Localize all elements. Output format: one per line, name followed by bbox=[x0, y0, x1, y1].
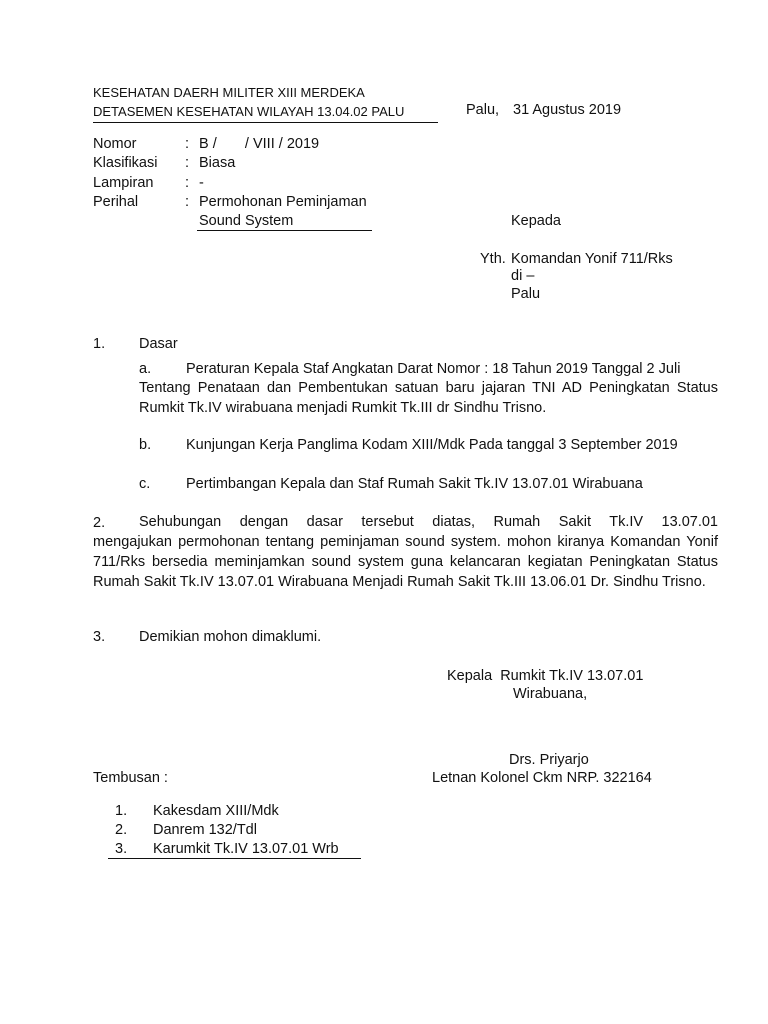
point-1-number: 1. bbox=[93, 336, 106, 352]
point-3-number: 3. bbox=[93, 629, 106, 645]
signature-rank: Letnan Kolonel Ckm NRP. 322164 bbox=[432, 770, 652, 786]
field-label: Lampiran bbox=[93, 175, 154, 191]
point-3-text: Demikian mohon dimaklumi. bbox=[139, 629, 322, 645]
sub-a-first-line: Peraturan Kepala Staf Angkatan Darat Nomor : 18 Tahun 2019 Tanggal 2 Juli bbox=[186, 361, 681, 377]
tembusan-text: Kakesdam XIII/Mdk bbox=[153, 803, 279, 819]
point-2-first-line: Sehubungan dengan dasar tersebut diatas, Rumah Sakit Tk.IV 13.07.01 bbox=[139, 514, 718, 530]
tembusan-number: 2. bbox=[115, 822, 128, 838]
signature-title-2: Wirabuana, bbox=[513, 686, 588, 702]
sub-a-text: Tentang Penataan dan Pembentukan satuan baru jajaran TNI AD Peningkatan Status Rumkit Tk.IV wirabuana menjadi Rumkit Tk.III dr Sindhu Trisno. bbox=[139, 380, 718, 416]
perihal-underline bbox=[197, 230, 372, 231]
org-line-2: DETASEMEN KESEHATAN WILAYAH 13.04.02 PALU bbox=[93, 104, 405, 119]
tembusan-text: Karumkit Tk.IV 13.07.01 Wrb bbox=[153, 841, 339, 857]
field-colon: : bbox=[185, 155, 190, 171]
tembusan-number: 3. bbox=[115, 841, 128, 857]
sub-b-text: Kunjungan Kerja Panglima Kodam XIII/Mdk Pada tanggal 3 September 2019 bbox=[186, 437, 678, 453]
field-label: Klasifikasi bbox=[93, 155, 158, 171]
recipient-city: Palu bbox=[511, 286, 541, 302]
field-value: Permohonan Peminjaman bbox=[199, 194, 367, 210]
tembusan-text: Danrem 132/Tdl bbox=[153, 822, 257, 838]
field-label: Nomor bbox=[93, 136, 137, 152]
signature-title-1: Kepala Rumkit Tk.IV 13.07.01 bbox=[447, 668, 644, 684]
sub-b-label: b. bbox=[139, 437, 152, 453]
header-underline bbox=[93, 122, 438, 123]
tembusan-number: 1. bbox=[115, 803, 128, 819]
field-colon: : bbox=[185, 175, 190, 191]
field-value-line-2: Sound System bbox=[199, 213, 294, 229]
point-1-title: Dasar bbox=[139, 336, 178, 352]
field-value: - bbox=[199, 175, 204, 191]
signature-name: Drs. Priyarjo bbox=[509, 752, 589, 768]
recipient-name: Komandan Yonif 711/Rks bbox=[511, 251, 673, 267]
sub-c-text: Pertimbangan Kepala dan Staf Rumah Sakit Tk.IV 13.07.01 Wirabuana bbox=[186, 476, 643, 492]
letter-date: 31 Agustus 2019 bbox=[513, 102, 622, 118]
tembusan-underline bbox=[108, 858, 361, 859]
field-colon: : bbox=[185, 136, 190, 152]
kepada-label: Kepada bbox=[511, 213, 561, 229]
yth-label: Yth. bbox=[480, 251, 506, 267]
field-value: B / / VIII / 2019 bbox=[199, 136, 320, 152]
letter-place: Palu, bbox=[466, 102, 500, 118]
recipient-di: di – bbox=[511, 268, 535, 284]
field-colon: : bbox=[185, 194, 190, 210]
field-label: Perihal bbox=[93, 194, 139, 210]
field-value: Biasa bbox=[199, 155, 236, 171]
sub-a-label: a. bbox=[139, 361, 152, 377]
point-2-number: 2. bbox=[93, 515, 106, 531]
org-line-1: KESEHATAN DAERH MILITER XIII MERDEKA bbox=[93, 85, 365, 100]
point-2-text: mengajukan permohonan tentang peminjaman sound system. mohon kiranya Komandan Yonif 711/Rks bersedia meminjamkan sound system guna kelancaran kegiatan Peningkatan Status Rumah Sakit Tk.IV 13.07.01 Wirabuana Menjadi Rumah Sakit Tk.III 13.06.01 Dr. Sindhu Trisno. bbox=[93, 534, 718, 590]
sub-c-label: c. bbox=[139, 476, 151, 492]
tembusan-label: Tembusan : bbox=[93, 770, 168, 786]
